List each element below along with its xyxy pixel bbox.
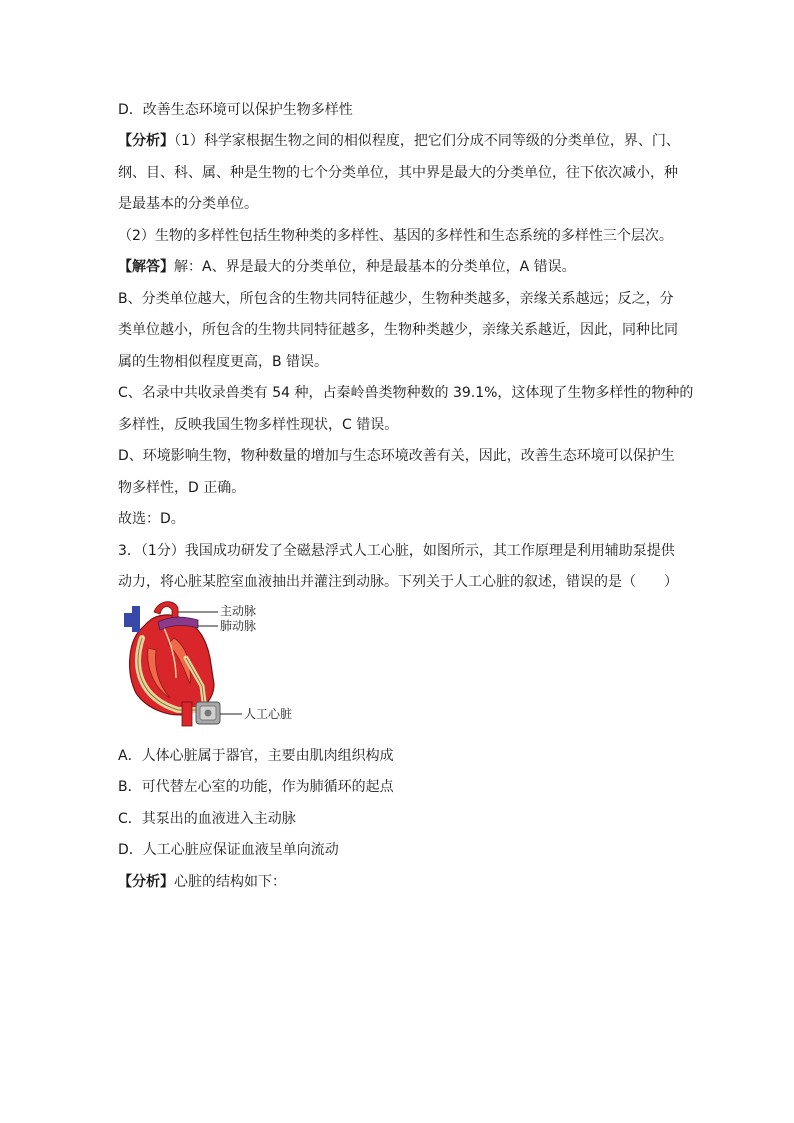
answer-line-8: 物多样性，D 正确。	[118, 480, 246, 496]
pump-device-rotor	[205, 710, 212, 717]
question-3-line-1: 3．（1分）我国成功研发了全磁悬浮式人工心脏，如图所示，其工作原理是利用辅助泵提供	[118, 543, 675, 559]
answer-line-3: 类单位越小，所包含的生物共同特征越多，生物种类越少，亲缘关系越近，因此，同种比同	[118, 322, 678, 338]
answer-line-7: D、环境影响生物，物种数量的增加与生态环境改善有关，因此，改善生态环境可以保护生	[118, 448, 675, 464]
option-d-previous: D．改善生态环境可以保护生物多样性	[118, 102, 353, 118]
answer-line-2: B、分类单位越大，所包含的生物共同特征越少，生物种类越多，亲缘关系越远；反之，分	[118, 291, 674, 307]
analysis-2-text: 心脏的结构如下：	[174, 874, 286, 890]
analysis-line-4: （2）生物的多样性包括生物种类的多样性、基因的多样性和生态系统的多样性三个层次。	[118, 228, 673, 244]
label-aorta: 主动脉	[220, 604, 257, 618]
analysis-2-tag: 【分析】	[118, 874, 174, 890]
label-artificial-heart: 人工心脏	[244, 707, 293, 721]
answer-line-6: 多样性，反映我国生物多样性现状，C 错误。	[118, 417, 399, 433]
answer-paragraph	[118, 257, 576, 277]
question-3-line-2: 动力，将心脏某腔室血液抽出并灌注到动脉。下列关于人工心脏的叙述，错误的是（ ）	[118, 574, 678, 590]
analysis-line-2: 纲、目、科、属、种是生物的七个分类单位，其中界是最大的分类单位，往下依次减小，种	[118, 165, 678, 181]
option-a: A．人体心脏属于器官，主要由肌肉组织构成	[118, 748, 394, 764]
answer-tag: 【解答】	[118, 259, 174, 275]
label-pulmonary-artery: 肺动脉	[220, 619, 257, 633]
vena-cava-vertical-shape	[132, 606, 140, 632]
analysis-line-1: （1）科学家根据生物之间的相似程度，把它们分成不同等级的分类单位，界、门、	[174, 133, 680, 149]
answer-line-1: 解：A、界是最大的分类单位，种是最基本的分类单位，A 错误。	[174, 259, 576, 275]
analysis-tag: 【分析】	[118, 133, 174, 149]
option-d: D．人工心脏应保证血液呈单向流动	[118, 842, 339, 858]
answer-choice: 故选：D。	[118, 511, 185, 527]
analysis-paragraph-2	[118, 872, 286, 892]
artificial-heart-figure	[118, 598, 318, 730]
option-b: B．可代替左心室的功能，作为肺循环的起点	[118, 779, 394, 795]
option-c: C．其泵出的血液进入主动脉	[118, 811, 296, 827]
analysis-line-3: 是最基本的分类单位。	[118, 196, 258, 212]
outflow-tube-shape	[182, 702, 192, 726]
answer-line-5: C、名录中共收录兽类有 54 种，占秦岭兽类物种数的 39.1%，这体现了生物多样性的物种的	[118, 385, 694, 401]
analysis-paragraph-1	[118, 131, 680, 151]
answer-line-4: 属的生物相似程度更高，B 错误。	[118, 354, 329, 370]
